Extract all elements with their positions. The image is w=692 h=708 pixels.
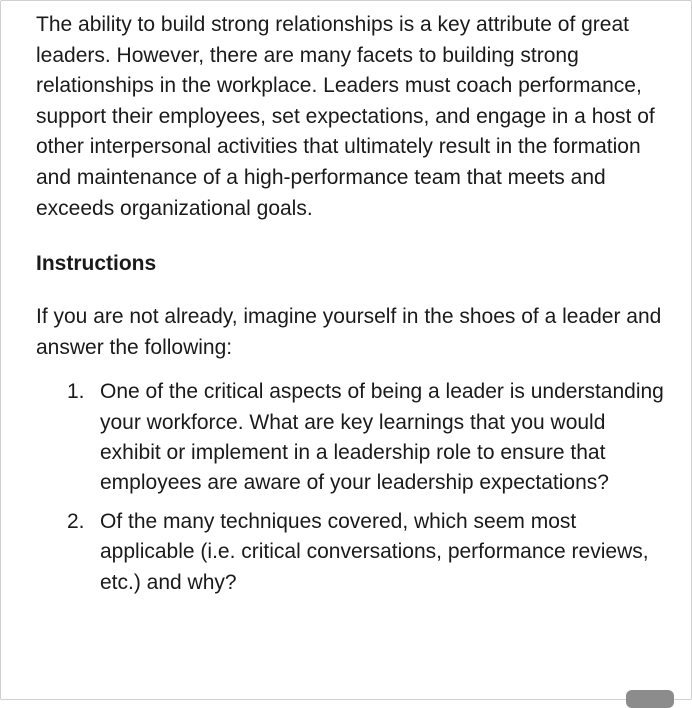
question-number: 1. bbox=[67, 380, 85, 404]
question-item bbox=[36, 377, 666, 498]
question-item bbox=[36, 507, 666, 598]
intro-paragraph: The ability to build strong relationships is a key attribute of great leaders. However, there are many facets to building strong relationships in the workplace. Leaders must coach performance, support their employees, set expectations, and engage in a host of other interpersonal activities that ultimately result in the formation and maintenance of a high-performance team that meets and exceeds organizational goals. bbox=[36, 13, 655, 220]
question-text: Of the many techniques covered, which seem most applicable (i.e. critical conversations, performance reviews, etc.) and why? bbox=[100, 510, 649, 594]
question-number: 2. bbox=[67, 510, 85, 534]
question-list bbox=[36, 377, 666, 597]
question-text: One of the critical aspects of being a leader is understanding your workforce. What are key learnings that you would exhibit or implement in a leadership role to ensure that employees are aware of your leadership expectations? bbox=[100, 380, 664, 494]
document-content bbox=[36, 10, 666, 607]
instructions-paragraph: If you are not already, imagine yourself in the shoes of a leader and answer the following: bbox=[36, 305, 662, 359]
instructions-heading: Instructions bbox=[36, 252, 157, 276]
scroll-handle[interactable] bbox=[626, 690, 674, 708]
